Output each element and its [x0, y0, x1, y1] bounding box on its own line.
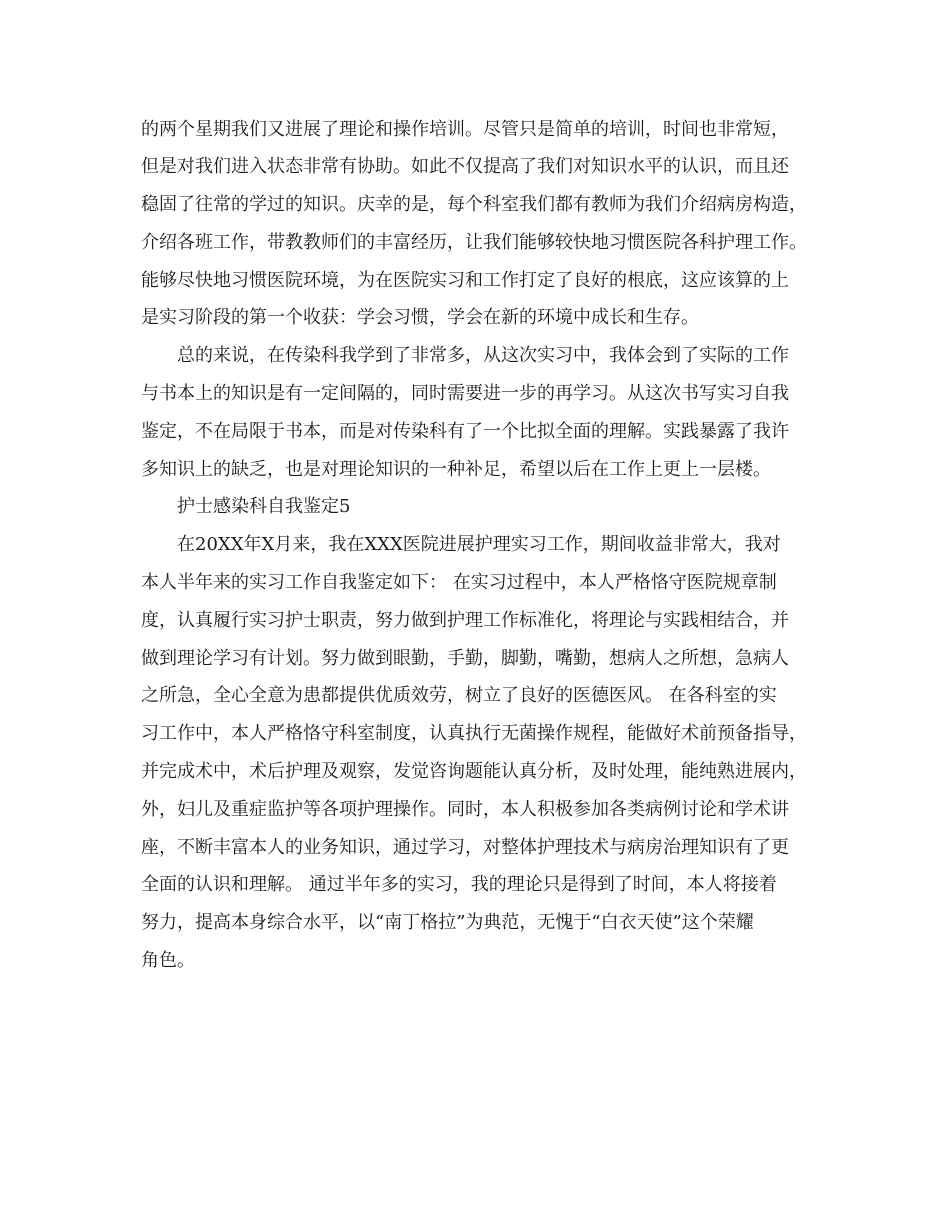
text-line: 总的来说，在传染科我学到了非常多，从这次实习中，我体会到了实际的工作: [177, 345, 789, 366]
text-line: 并完成术中，术后护理及观察，发觉咨询题能认真分析，及时处理，能纯熟进展内，: [141, 761, 807, 782]
text-line: 全面的认识和理解。 通过半年多的实习，我的理论只是得到了时间，本人将接着: [141, 874, 777, 895]
text-line: 介绍各班工作，带教教师们的丰富经历，让我们能够较快地习惯医院各科护理工作。: [141, 232, 807, 253]
text-line: 座，不断丰富本人的业务知识，通过学习，对整体护理技术与病房治理知识有了更: [141, 837, 789, 858]
section-heading: 护士感染科自我鉴定5: [177, 496, 351, 517]
text-line: 外，妇儿及重症监护等各项护理操作。同时，本人积极参加各类病例讨论和学术讲: [141, 799, 789, 820]
text-line: 度，认真履行实习护士职责，努力做到护理工作标准化，将理论与实践相结合，并: [141, 610, 789, 631]
text-line: 之所急，全心全意为患都提供优质效劳，树立了良好的医德医风。 在各科室的实: [141, 685, 777, 706]
text-line: 习工作中，本人严格恪守科室制度，认真执行无菌操作规程，能做好术前预备指导，: [141, 723, 807, 744]
text-line: 稳固了往常的学过的知识。庆幸的是，每个科室我们都有教师为我们介绍病房构造，: [141, 194, 807, 215]
text-line: 本人半年来的实习工作自我鉴定如下： 在实习过程中，本人严格恪守医院规章制: [141, 572, 777, 593]
text-line: 与书本上的知识是有一定间隔的，同时需要进一步的再学习。从这次书写实习自我: [141, 383, 789, 404]
text-line: 是实习阶段的第一个收获：学会习惯，学会在新的环境中成长和生存。: [141, 307, 699, 328]
text-line: 但是对我们进入状态非常有协助。如此不仅提高了我们对知识水平的认识，而且还: [141, 156, 789, 177]
text-line: 能够尽快地习惯医院环境，为在医院实习和工作打定了良好的根底，这应该算的上: [141, 270, 789, 291]
text-line: 鉴定，不在局限于书本，而是对传染科有了一个比拟全面的理解。实践暴露了我许: [141, 421, 789, 442]
text-line: 多知识上的缺乏，也是对理论知识的一种补足，希望以后在工作上更上一层楼。: [141, 459, 771, 480]
text-line: 在20XX年X月来，我在XXX医院进展护理实习工作，期间收益非常大，我对: [177, 534, 781, 555]
text-line: 做到理论学习有计划。努力做到眼勤，手勤，脚勤，嘴勤，想病人之所想，急病人: [141, 648, 789, 669]
text-line: 的两个星期我们又进展了理论和操作培训。尽管只是简单的培训，时间也非常短，: [141, 119, 789, 140]
text-line: 角色。: [141, 950, 195, 971]
text-line: 努力，提高本身综合水平，以“南丁格拉”为典范，无愧于“白衣天使”这个荣耀: [141, 912, 754, 933]
